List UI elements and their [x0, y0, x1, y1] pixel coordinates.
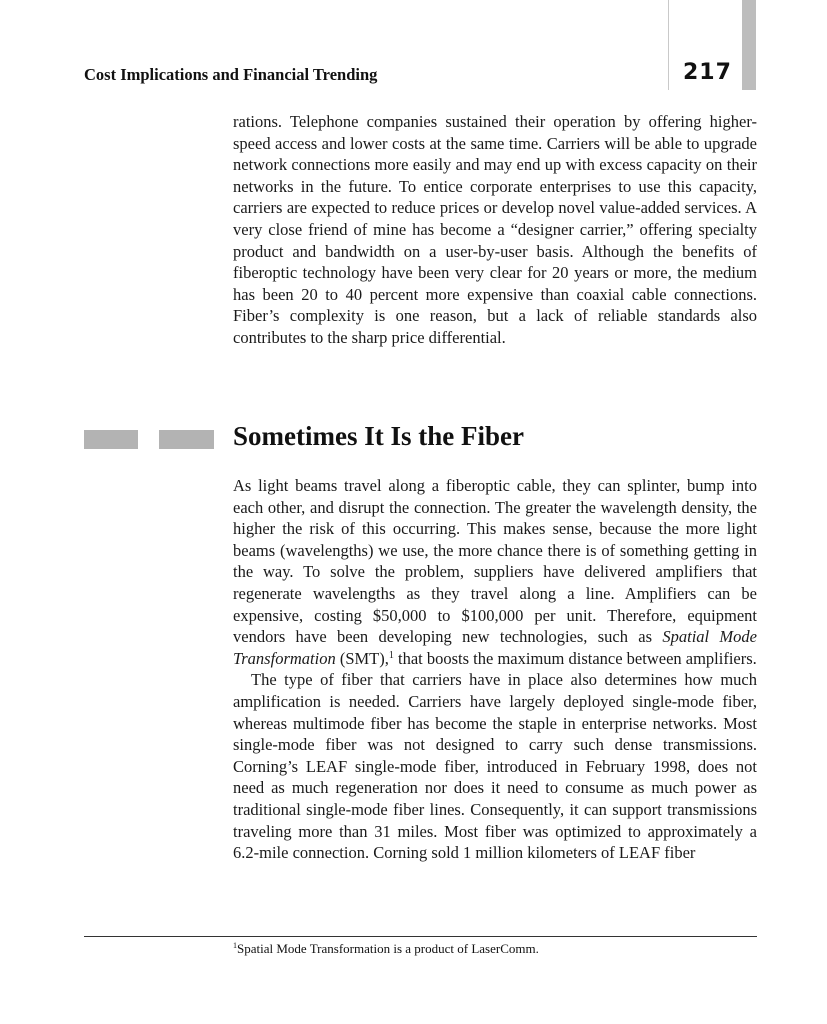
heading-decoration-bar-left: [84, 430, 138, 449]
footnote: [233, 941, 539, 957]
body-paragraph-continued: [233, 111, 757, 349]
section-body: [233, 475, 757, 864]
paragraph-amplifiers: [233, 475, 757, 669]
footnote-reference[interactable]: 1: [388, 649, 394, 661]
heading-decoration-bar-right: [159, 430, 214, 449]
italic-term: Spatial Mode Transformation: [233, 627, 757, 668]
paragraph-text: rations. Telephone companies sustained their operation by offering higher-speed access and lower costs at the same time. Carriers will be able to upgrade network connections more easily and may end up with excess capacity on their networks in the future. To entice corporate enterprises to use this capacity, carriers are expected to reduce prices or develop novel value-added services. A very close friend of mine has become a “designer carrier,” offering specialty product and bandwidth on a user-by-user basis. Although the benefits of fiberoptic technology have been very clear for 20 years or more, the medium has been 20 to 40 percent more expensive than coaxial cable connections. Fiber’s complexity is one reason, but a lack of reliable standards also contributes to the sharp price differential.: [233, 112, 757, 347]
section-heading: Sometimes It Is the Fiber: [233, 421, 524, 451]
footnote-divider: [84, 936, 757, 937]
footnote-marker: 1: [233, 941, 237, 950]
paragraph-text-end: that boosts the maximum distance between amplifiers.: [393, 648, 757, 668]
page-edge-tab: [742, 0, 756, 90]
footnote-text: Spatial Mode Transformation is a product of LaserComm.: [237, 941, 539, 956]
paragraph-fiber-type: The type of fiber that carriers have in place also determines how much amplification is needed. Carriers have largely deployed single-mode fiber, whereas multimode fiber has become the staple in enterprise networks. Most single-mode fiber was not designed to carry such dense transmissions. Corning’s LEAF single-mode fiber, introduced in February 1998, does not need as much regeneration nor does it need to consume as much power as traditional single-mode fiber lines. Consequently, it can support transmissions traveling more than 31 miles. Most fiber was optimized to approximately a 6.2-mile connection. Corning sold 1 million kilometers of LEAF fiber: [233, 670, 757, 863]
paragraph-text-start: As light beams travel along a fiberoptic cable, they can splinter, bump into each other, and disrupt the connection. The greater the wavelength density, the higher the risk of this occurring. This makes sense, because the more light beams (wavelengths) we use, the more chance there is of something getting in the way. To solve the problem, suppliers have delivered amplifiers that regenerate wavelengths as they travel along a line. Amplifiers can be expensive, costing $50,000 to $100,000 per unit. Therefore, equipment vendors have been developing new technologies, such as: [233, 476, 757, 647]
page-number: 217: [683, 60, 732, 85]
running-head: Cost Implications and Financial Trending: [84, 65, 378, 84]
paragraph-text-abbrev: (SMT),: [335, 648, 389, 668]
